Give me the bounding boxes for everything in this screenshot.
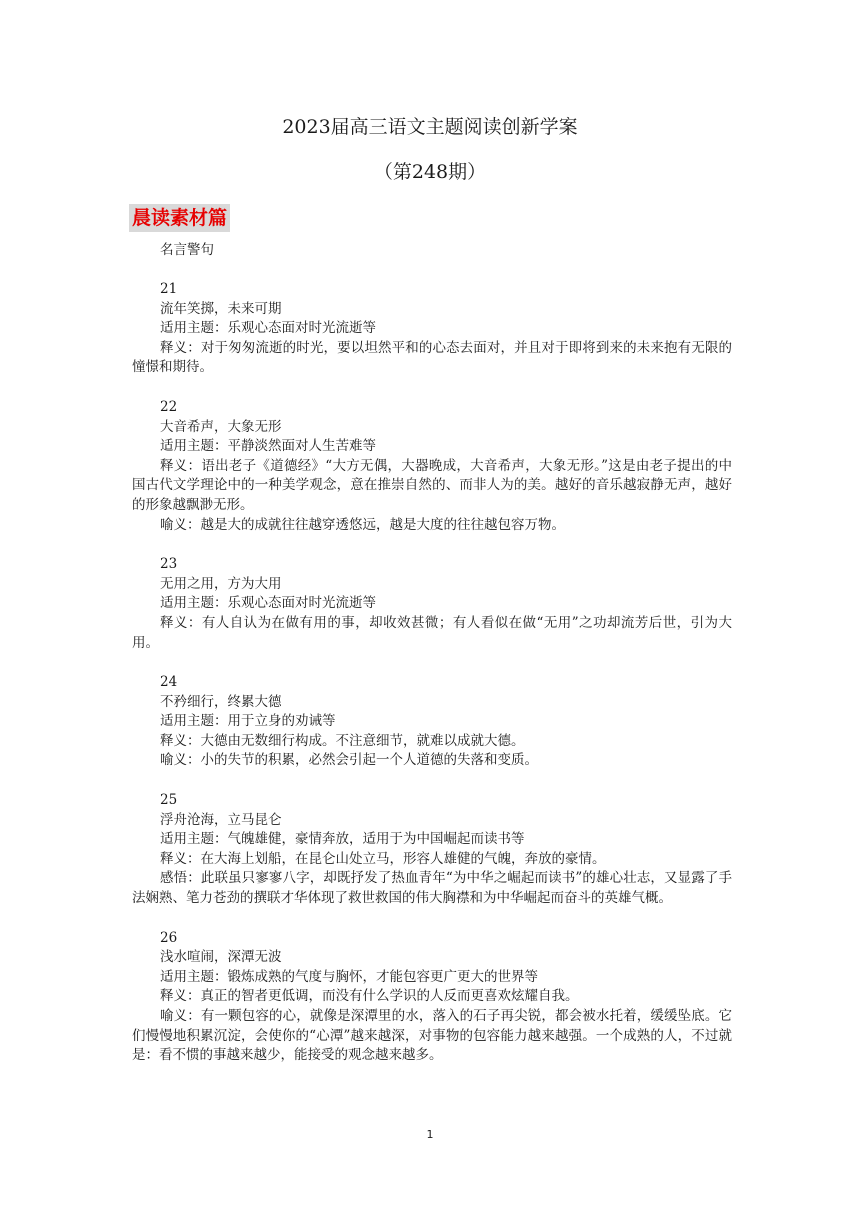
entries-list	[132, 280, 732, 1086]
entry-phrase: 无用之用，方为大用	[160, 575, 282, 592]
entry-phrase: 流年笑掷，未来可期	[160, 300, 282, 317]
quote-entry	[132, 398, 732, 535]
entry-number: 22	[160, 398, 178, 415]
quote-entry	[132, 929, 732, 1066]
page-number: 1	[426, 1128, 434, 1141]
entry-paragraph: 适用主题：用于立身的劝诫等	[160, 713, 336, 730]
entry-number: 26	[160, 929, 178, 946]
quote-entry	[132, 791, 732, 909]
quote-entry	[132, 555, 732, 653]
entry-paragraph: 释义：语出老子《道德经》“大方无偶，大器晚成，大音希声，大象无形。”这是由老子提出的中国古代文学理论中的一种美学观念，意在推崇自然的、而非人为的美。越好的音乐越寂静无声，越好的形象越飘渺无形。	[132, 457, 732, 513]
entry-number: 25	[160, 792, 178, 809]
entry-paragraph: 释义：真正的智者更低调，而没有什么学识的人反而更喜欢炫耀自我。	[160, 988, 579, 1005]
section-heading: 晨读素材篇	[129, 204, 230, 232]
entry-paragraph: 适用主题：锻炼成熟的气度与胸怀，才能包容更广更大的世界等	[160, 968, 538, 985]
entry-phrase: 大音希声，大象无形	[160, 418, 282, 435]
quote-entry	[132, 673, 732, 771]
entry-paragraph: 喻义：有一颗包容的心，就像是深潭里的水，落入的石子再尖锐，都会被水托着，缓缓坠底。它们慢慢地积累沉淀，会使你的“心潭”越来越深，对事物的包容能力越来越强。一个成熟的人，不过就是：看不惯的事越来越少，能接受的观念越来越多。	[132, 1008, 732, 1064]
entry-paragraph: 释义：对于匆匆流逝的时光，要以坦然平和的心态去面对，并且对于即将到来的未来抱有无限的憧憬和期待。	[132, 339, 732, 376]
issue-number: （第248期）	[373, 161, 487, 183]
entry-phrase: 不矜细行，终累大德	[160, 693, 282, 710]
entry-paragraph: 适用主题：乐观心态面对时光流逝等	[160, 320, 376, 337]
entry-number: 23	[160, 556, 178, 573]
entry-paragraph: 喻义：越是大的成就往往越穿透悠远，越是大度的往往越包容万物。	[160, 516, 565, 533]
entry-phrase: 浮舟沧海，立马昆仑	[160, 811, 282, 828]
entry-paragraph: 适用主题：气魄雄健，豪情奔放，适用于为中国崛起而读书等	[160, 831, 525, 848]
entry-paragraph: 适用主题：平静淡然面对人生苦难等	[160, 438, 376, 455]
entry-paragraph: 感悟：此联虽只寥寥八字，却既抒发了热血青年“为中华之崛起而读书”的雄心壮志，又显露了手法娴熟、笔力苍劲的撰联才华体现了救世救国的伟大胸襟和为中华崛起而奋斗的英雄气概。	[132, 870, 732, 907]
entry-paragraph: 适用主题：乐观心态面对时光流逝等	[160, 595, 376, 612]
entry-number: 21	[160, 281, 178, 297]
entry-number: 24	[160, 674, 178, 691]
entry-phrase: 浅水喧闹，深潭无波	[160, 949, 282, 966]
entry-paragraph: 释义：有人自认为在做有用的事，却收效甚微；有人看似在做“无用”之功却流芳后世，引为大用。	[132, 614, 732, 651]
entry-paragraph: 释义：大德由无数细行构成。不注意细节，就难以成就大德。	[160, 732, 525, 749]
quote-entry	[132, 280, 732, 378]
entry-paragraph: 喻义：小的失节的积累，必然会引起一个人道德的失落和变质。	[160, 752, 538, 769]
subsection-heading: 名言警句	[160, 242, 214, 258]
entry-paragraph: 释义：在大海上划船，在昆仑山处立马，形容人雄健的气魄，奔放的豪情。	[160, 850, 606, 867]
document-title: 2023届高三语文主题阅读创新学案	[282, 116, 578, 138]
